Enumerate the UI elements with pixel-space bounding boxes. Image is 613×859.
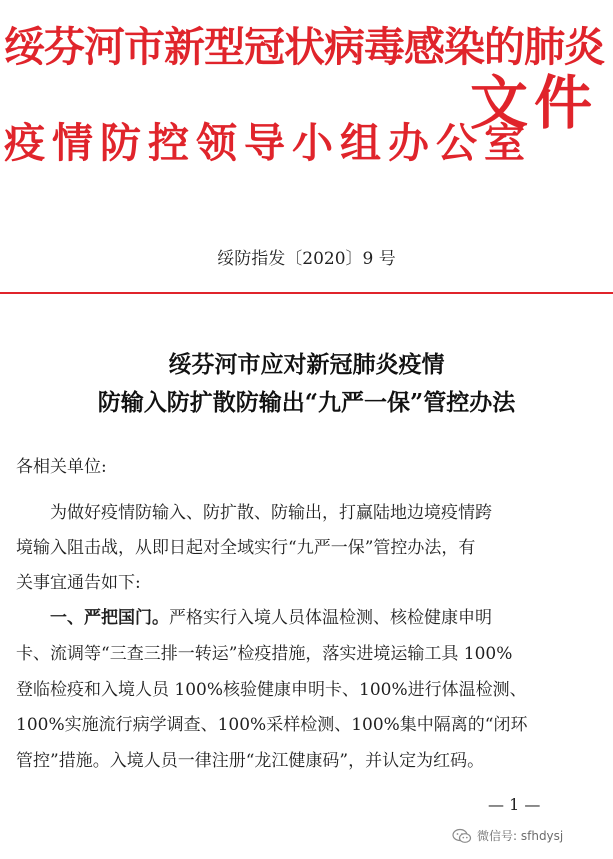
document-number: 绥防指发〔2020〕9 号 — [217, 249, 396, 269]
page-number: — 1 — — [488, 795, 541, 814]
title-line-2: 防输入防扩散防输出“九严一保”管控办法 — [97, 389, 516, 416]
paragraph-1-line-3: 关事宜通告如下: — [16, 573, 141, 593]
salutation: 各相关单位: — [16, 457, 107, 477]
title-line-1: 绥芬河市应对新冠肺炎疫情 — [168, 351, 445, 378]
section-1-line-1 — [50, 603, 492, 628]
wechat-watermark — [452, 827, 563, 844]
issuer-line-2: 疫情防控领导小组办公室 — [4, 119, 532, 167]
wechat-id-text: 微信号: sfhdysj — [477, 829, 564, 843]
doc-type-label: 文件 — [470, 69, 599, 137]
section-1-line-4: 100%实施流行病学调查、100%采样检测、100%集中隔离的“闭环 — [16, 715, 528, 735]
red-divider — [0, 292, 613, 294]
wechat-icon — [452, 828, 472, 844]
section-1-heading: 一、严把国门。 — [50, 608, 169, 628]
issuer-line-1: 绥芬河市新型冠状病毒感染的肺炎 — [4, 23, 604, 71]
section-1-line-1-text: 严格实行入境人员体温检测、核检健康申明 — [169, 608, 492, 628]
section-1-line-3: 登临检疫和入境人员 100%核验健康申明卡、100%进行体温检测、 — [16, 680, 527, 700]
paragraph-1-line-1: 为做好疫情防输入、防扩散、防输出，打赢陆地边境疫情跨 — [50, 503, 492, 523]
section-1-line-5: 管控”措施。入境人员一律注册“龙江健康码”，并认定为红码。 — [16, 751, 485, 771]
section-1-line-2: 卡、流调等“三查三排一转运”检疫措施，落实进境运输工具 100% — [16, 644, 513, 664]
paragraph-1-line-2: 境输入阻击战，从即日起对全域实行“九严一保”管控办法，有 — [16, 538, 476, 558]
